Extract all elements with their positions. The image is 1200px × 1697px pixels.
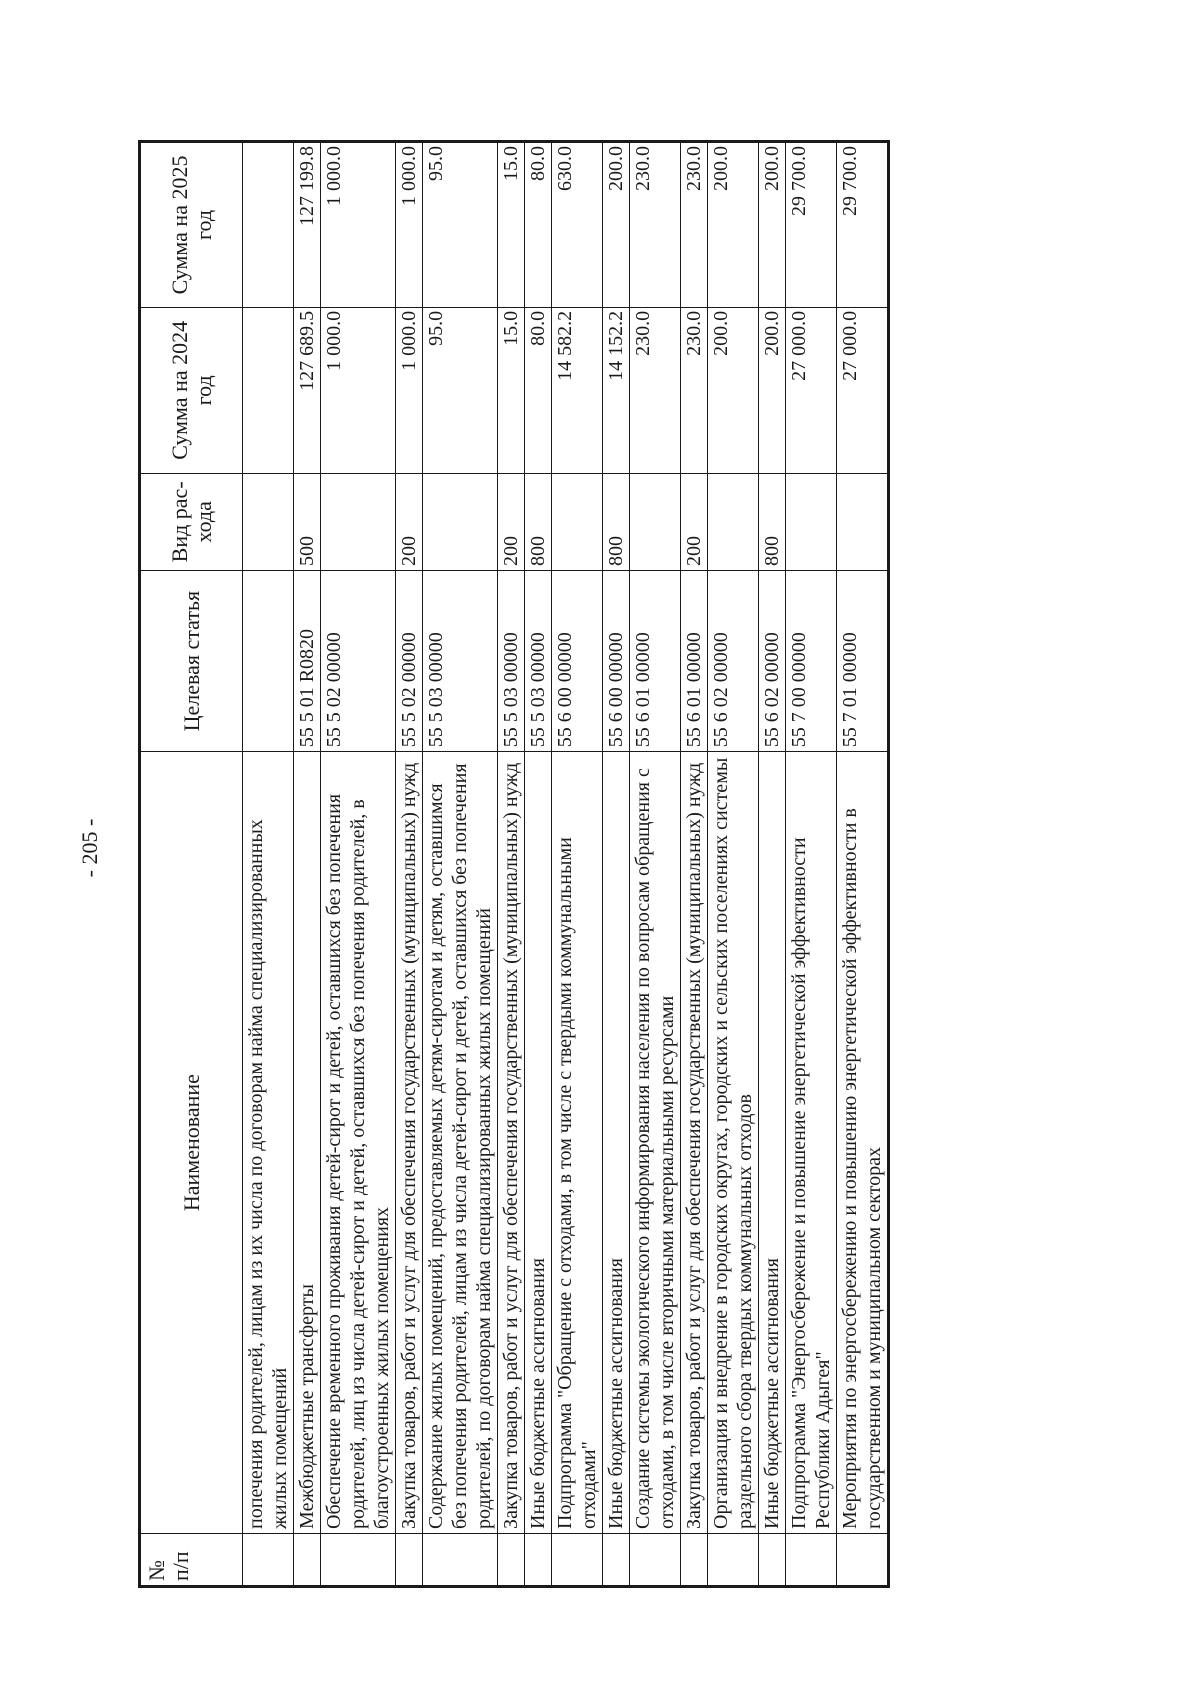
cell-sum-2025: 200.0 [708, 142, 759, 308]
cell-num [396, 1533, 423, 1586]
cell-sum-2024: 27 000.0 [786, 307, 837, 473]
cell-num [708, 1533, 759, 1586]
table-row [525, 142, 552, 1587]
cell-name: Организация и внедрение в городских округах, городских и сельских поселениях системы раздельного сбора твердых коммунальных отходов [708, 752, 759, 1534]
budget-table [138, 140, 890, 1588]
table-body [243, 142, 889, 1587]
cell-num [525, 1533, 552, 1586]
cell-sum-2025: 230.0 [681, 142, 708, 308]
cell-num [786, 1533, 837, 1586]
cell-num [630, 1533, 681, 1586]
cell-num [759, 1533, 786, 1586]
rotated-page-content [138, 140, 1050, 1588]
cell-sum-2025 [243, 142, 294, 308]
table-row [552, 142, 603, 1587]
cell-name: Иные бюджетные ассигнования [603, 752, 630, 1534]
table-row [630, 142, 681, 1587]
cell-name: Иные бюджетные ассигнования [525, 752, 552, 1534]
cell-name: Закупка товаров, работ и услуг для обеспечения государственных (муниципальных) нужд [396, 752, 423, 1534]
header-kind: Вид рас-хода [140, 473, 243, 570]
table-row [396, 142, 423, 1587]
cell-kind [708, 473, 759, 570]
cell-kind [630, 473, 681, 570]
cell-num [243, 1533, 294, 1586]
header-name: Наименование [140, 752, 243, 1534]
cell-kind [321, 473, 396, 570]
cell-code: 55 6 01 00000 [630, 570, 681, 751]
cell-sum-2025: 200.0 [603, 142, 630, 308]
cell-code: 55 6 00 00000 [552, 570, 603, 751]
header-num: № п/п [140, 1533, 243, 1586]
cell-sum-2024: 80.0 [525, 307, 552, 473]
cell-num [423, 1533, 498, 1586]
cell-code: 55 6 02 00000 [759, 570, 786, 751]
cell-code: 55 5 02 00000 [321, 570, 396, 751]
cell-num [294, 1533, 321, 1586]
cell-kind: 200 [681, 473, 708, 570]
cell-sum-2025: 230.0 [630, 142, 681, 308]
cell-sum-2024: 200.0 [759, 307, 786, 473]
cell-num [498, 1533, 525, 1586]
cell-sum-2024: 1 000.0 [396, 307, 423, 473]
cell-num [837, 1533, 889, 1586]
cell-code: 55 5 03 00000 [498, 570, 525, 751]
cell-kind: 800 [603, 473, 630, 570]
cell-name: Закупка товаров, работ и услуг для обеспечения государственных (муниципальных) нужд [681, 752, 708, 1534]
cell-sum-2025: 95.0 [423, 142, 498, 308]
cell-sum-2025: 80.0 [525, 142, 552, 308]
cell-name: Иные бюджетные ассигнования [759, 752, 786, 1534]
cell-sum-2024: 230.0 [681, 307, 708, 473]
cell-sum-2025: 127 199.8 [294, 142, 321, 308]
cell-code: 55 5 01 R0820 [294, 570, 321, 751]
cell-sum-2025: 29 700.0 [837, 142, 889, 308]
cell-sum-2024: 1 000.0 [321, 307, 396, 473]
cell-code: 55 6 00 00000 [603, 570, 630, 751]
cell-sum-2024: 200.0 [708, 307, 759, 473]
cell-sum-2024: 95.0 [423, 307, 498, 473]
table-row [294, 142, 321, 1587]
cell-sum-2025: 1 000.0 [396, 142, 423, 308]
cell-num [603, 1533, 630, 1586]
cell-num [681, 1533, 708, 1586]
cell-sum-2024: 15.0 [498, 307, 525, 473]
cell-sum-2025: 15.0 [498, 142, 525, 308]
table-header-row [140, 142, 243, 1587]
header-sum-2025: Сумма на 2025 год [140, 142, 243, 308]
cell-name: Закупка товаров, работ и услуг для обеспечения государственных (муниципальных) нужд [498, 752, 525, 1534]
cell-num [552, 1533, 603, 1586]
cell-sum-2025: 200.0 [759, 142, 786, 308]
cell-kind [837, 473, 889, 570]
cell-sum-2024: 14 152.2 [603, 307, 630, 473]
cell-code: 55 7 00 00000 [786, 570, 837, 751]
cell-name: попечения родителей, лицам из их числа по договорам найма специализированных жилых помещений [243, 752, 294, 1534]
cell-kind: 200 [498, 473, 525, 570]
table-row [603, 142, 630, 1587]
cell-kind [423, 473, 498, 570]
table-row [708, 142, 759, 1587]
cell-sum-2025: 630.0 [552, 142, 603, 308]
cell-name: Подпрограмма "Энергосбережение и повышение энергетической эффективности Республики Адыгея" [786, 752, 837, 1534]
cell-name: Создание системы экологического информирования населения по вопросам обращения с отходами, в том числе вторичными материальными ресурсами [630, 752, 681, 1534]
cell-num [321, 1533, 396, 1586]
cell-kind [786, 473, 837, 570]
page-number: - 205 - [77, 818, 102, 878]
cell-sum-2024: 14 582.2 [552, 307, 603, 473]
cell-name: Мероприятия по энергосбережению и повышению энергетической эффективности в государственном и муниципальном секторах [837, 752, 889, 1534]
table-row [837, 142, 889, 1587]
cell-kind: 500 [294, 473, 321, 570]
cell-sum-2025: 29 700.0 [786, 142, 837, 308]
cell-code: 55 6 02 00000 [708, 570, 759, 751]
table-row [759, 142, 786, 1587]
cell-code: 55 5 03 00000 [423, 570, 498, 751]
table-row [681, 142, 708, 1587]
cell-code: 55 6 01 00000 [681, 570, 708, 751]
cell-code: 55 7 01 00000 [837, 570, 889, 751]
cell-code: 55 5 03 00000 [525, 570, 552, 751]
cell-sum-2024: 230.0 [630, 307, 681, 473]
cell-kind: 800 [525, 473, 552, 570]
table-row [498, 142, 525, 1587]
cell-sum-2024 [243, 307, 294, 473]
cell-sum-2024: 27 000.0 [837, 307, 889, 473]
cell-name: Обеспечение временного проживания детей-сирот и детей, оставшихся без попечения родителей, лиц из числа детей-сирот и детей, оставшихся без попечения родителей, в благоустроенных жилых помещениях [321, 752, 396, 1534]
header-code: Целевая статья [140, 570, 243, 751]
table-row [423, 142, 498, 1587]
cell-kind: 800 [759, 473, 786, 570]
table-row [786, 142, 837, 1587]
cell-name: Подпрограмма "Обращение с отходами, в том числе с твердыми коммунальными отходами" [552, 752, 603, 1534]
header-sum-2024: Сумма на 2024 год [140, 307, 243, 473]
table-row [243, 142, 294, 1587]
cell-kind [243, 473, 294, 570]
cell-code: 55 5 02 00000 [396, 570, 423, 751]
cell-name: Межбюджетные трансферты [294, 752, 321, 1534]
cell-kind [552, 473, 603, 570]
cell-sum-2024: 127 689.5 [294, 307, 321, 473]
cell-sum-2025: 1 000.0 [321, 142, 396, 308]
cell-code [243, 570, 294, 751]
cell-name: Содержание жилых помещений, предоставляемых детям-сиротам и детям, оставшимся без попечения родителей, лицам из числа детей-сирот и детей, оставшихся без попечения родителей, по договорам найма специализированных жилых помещений [423, 752, 498, 1534]
cell-kind: 200 [396, 473, 423, 570]
table-row [321, 142, 396, 1587]
